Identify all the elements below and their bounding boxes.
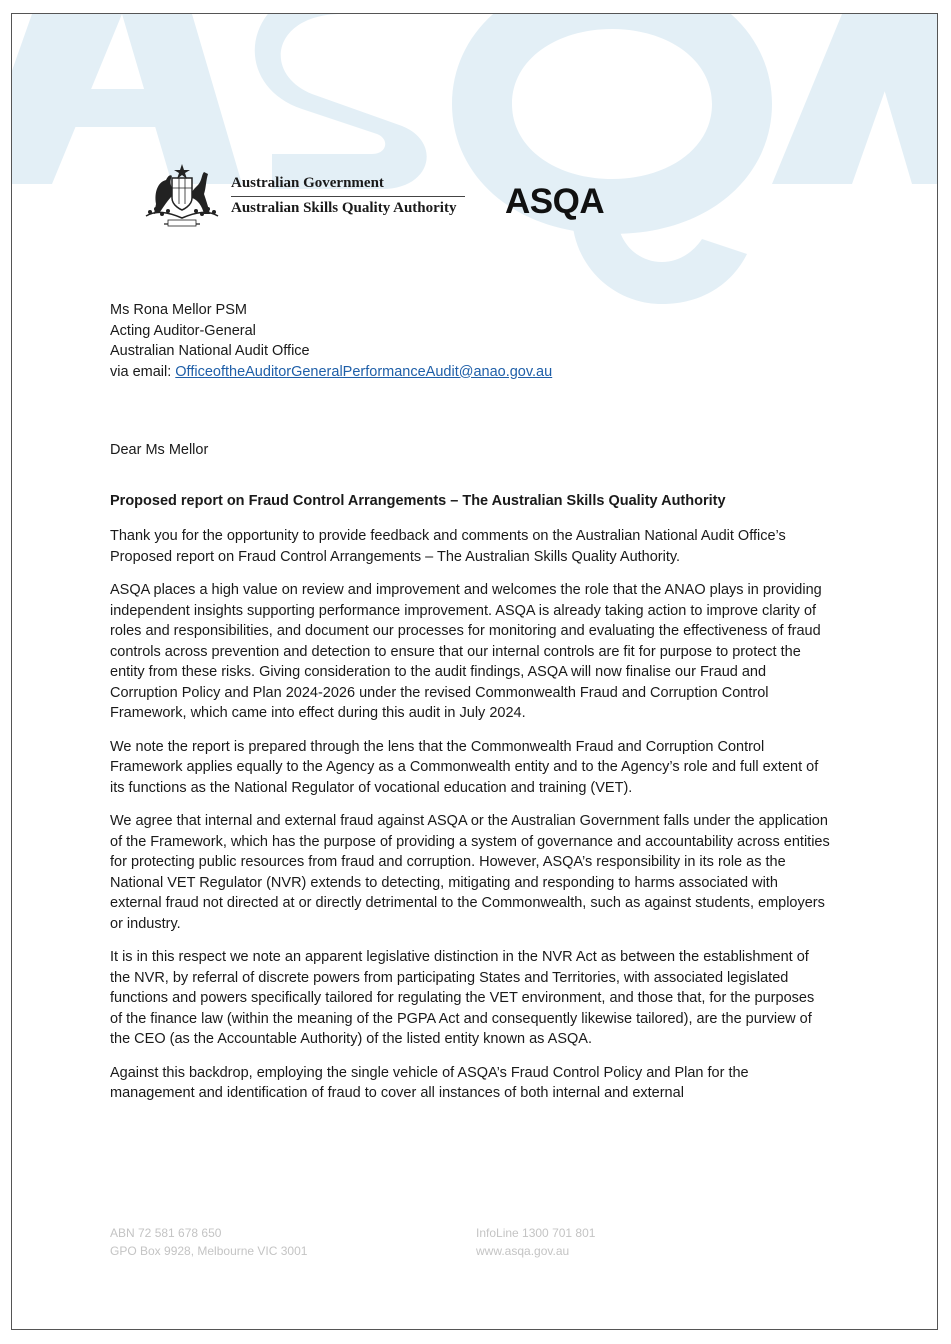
salutation: Dear Ms Mellor [110,442,209,458]
footer-address: GPO Box 9928, Melbourne VIC 3001 [110,1244,308,1258]
recipient-name: Ms Rona Mellor PSM [110,302,247,318]
asqa-logo: ASQA [505,182,605,221]
paragraph: We agree that internal and external fraud against ASQA or the Australian Government falls under the application of the Framework, which has the purpose of providing a system of governance and accountability across entities for protecting public resources from fraud and corruption. However, ASQA’s responsibility in its role as the National VET Regulator (NVR) extends to detecting, mitigating and responding to harms associated with external fraud not directed at or directly detrimental to the Commonwealth, such as against students, employers or industry. [110,813,830,932]
letterhead-divider [231,196,465,197]
paragraph: It is in this respect we note an apparent legislative distinction in the NVR Act as between the establishment of the NVR, by referral of discrete powers from participating States and Territories, with associated legislated functions and powers specifically tailored for regulating the VET environment, and those that, for the purposes of the finance law (within the meaning of the PGPA Act and consequently likewise tailored), are the purview of the CEO (as the Accountable Authority) of the listed entity known as ASQA. [110,949,815,1047]
footer-left [110,1224,307,1260]
recipient-email-line [110,362,830,383]
email-prefix: via email: [110,363,176,380]
footer-right [476,1224,595,1260]
footer-infoline: InfoLine 1300 701 801 [476,1226,596,1240]
subject-line: Proposed report on Fraud Control Arrangements – The Australian Skills Quality Authority [110,493,726,509]
paragraph: ASQA places a high value on review and improvement and welcomes the role that the ANAO plays in providing independent insights supporting performance improvement. ASQA is already taking action to improve clarity of roles and responsibilities, and document our processes for monitoring and evaluating the effectiveness of fraud controls across prevention and detection to ensure that our internal controls are fit for purpose to protect the entity from these risks. Giving consideration to the audit findings, ASQA will now finalise our Fraud and Corruption Policy and Plan 2024-2026 under the revised Commonwealth Fraud and Corruption Control Framework, which came into effect during this audit in July 2024. [110,582,822,721]
footer-abn: ABN 72 581 678 650 [110,1226,222,1240]
letter-body [110,526,830,1117]
paragraph: Against this backdrop, employing the single vehicle of ASQA’s Fraud Control Policy and Plan for the management and identification of fraud to cover all instances of both internal and external [110,1064,749,1101]
letterhead [142,162,662,242]
commonwealth-crest-icon [142,162,222,232]
recipient-address [110,300,830,382]
government-name: Australian Government [231,175,384,191]
agency-name: Australian Skills Quality Authority [231,200,457,216]
letter-page [11,13,938,1330]
footer-website: www.asqa.gov.au [476,1244,570,1258]
recipient-title: Acting Auditor-General [110,322,256,339]
email-link[interactable]: OfficeoftheAuditorGeneralPerformanceAudit@anao.gov.au [175,363,553,380]
paragraph: We note the report is prepared through the lens that the Commonwealth Fraud and Corruption Control Framework applies equally to the Agency as a Commonwealth entity and to the Agency’s role and full extent of its functions as the National Regulator of vocational education and training (VET). [110,738,819,796]
paragraph: Thank you for the opportunity to provide feedback and comments on the Australian National Audit Office’s Proposed report on Fraud Control Arrangements – The Australian Skills Quality Authority. [110,528,786,565]
recipient-organisation: Australian National Audit Office [110,343,310,359]
